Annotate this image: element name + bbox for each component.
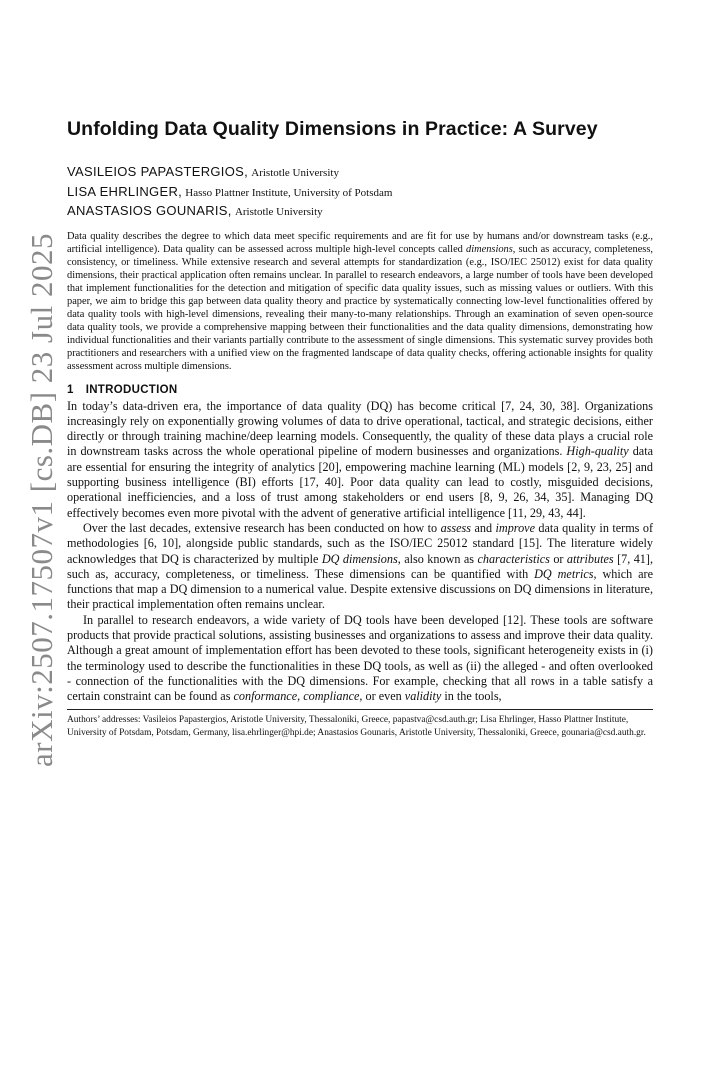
abstract-text: , such as accuracy, completeness, consistency, or timeliness. While extensive research and several attempts for standardization (e.g., ISO/IEC 25012) exist for data quality dimensions, their practical application often remains unclear. In parallel to research endeavors, a large number of tools have been developed that implement functionalities for the detection and mitigation of specific data quality issues, such as missing values or outliers. With this paper, we aim to bridge this gap between data quality theory and practice by systematically connecting low-level functionalities offered by data quality tools with high-level dimensions, revealing their many-to-many relationships. Through an examination of seven open-source data quality tools, we provide a comprehensive mapping between their functionalities and the data quality dimensions, demonstrating how individual functionalities and their variants partially contribute to the assessment of single dimensions. This systematic survey provides both practitioners and researchers with a unified view on the fragmented landscape of data quality checks, offering actionable insights for quality assessment across multiple dimensions. — [67, 243, 653, 373]
author-entry — [67, 163, 653, 183]
body-text: or — [549, 551, 567, 566]
abstract-text-italic: dimensions — [466, 243, 513, 255]
body-text-italic: DQ dimensions — [321, 551, 398, 566]
body-text-italic: improve — [495, 520, 535, 535]
abstract — [67, 230, 653, 374]
body-text: In parallel to research endeavors, a wide variety of DQ tools have been developed [12]. These tools are software products that provide practical solutions, assisting businesses and organizations to assess and improve their data quality. Although a great amount of implementation effort has been devoted to these tools, significant heterogeneity exists in (i) the terminology used to describe the functionalities in these DQ tools, as well as (ii) the alleged - and often overlooked - connection of the functionalities with the DQ dimensions. For example, checking that all rows in a table satisfy a certain constraint can be found as — [67, 612, 653, 704]
body-text: [7, 41], such as, accuracy, completeness, or timeliness. These dimensions can be quantified with — [67, 551, 653, 581]
body-text-italic: conformance — [233, 689, 298, 704]
body-text-italic: compliance — [303, 689, 360, 704]
body-paragraph — [67, 399, 653, 521]
body-text-italic: attributes — [566, 551, 614, 566]
author-entry — [67, 183, 653, 203]
author-name: ANASTASIOS GOUNARIS, — [67, 203, 232, 218]
author-affiliation: Hasso Plattner Institute, University of Potsdam — [185, 186, 393, 199]
body-text: data quality in terms of methodologies [6, 10], alongside public standards, such as the ISO/IEC 25012 standard [15]. The literature widely acknowledges that DQ is characterized by multiple — [67, 520, 654, 566]
body-text-italic: High-quality — [566, 444, 629, 459]
author-affiliation: Aristotle University — [234, 206, 323, 218]
body-paragraph — [67, 613, 653, 705]
body-text: and — [471, 520, 496, 535]
section-title: INTRODUCTION — [85, 383, 178, 396]
body-text: data are essential for ensuring the integrity of analytics [20], empowering machine learning (ML) models [2, 9, 23, 25] and supporting business intelligence (BI) efforts [17, 40]. Poor data quality can lead to costly, misguided decisions, operational inefficiencies, and a loss of trust among stakeholders or end users [8, 9, 26, 34, 35]. Managing DQ effectively becomes even more pivotal with the advent of generative artificial intelligence [11, 29, 43, 44]. — [67, 444, 653, 520]
body-text-italic: DQ metrics — [534, 566, 594, 581]
authors-addresses-footnote: Authors’ addresses: Vasileios Papastergios, Aristotle University, Thessaloniki, Greece, papastva@csd.auth.gr; Lisa Ehrlinger, Hasso Plattner Institute, University of Potsdam, Potsdam, Germany, lisa.ehrlinger@hpi.de; Anastasios Gounaris, Aristotle University, Thessaloniki, Greece, gounaria@csd.auth.gr. — [67, 715, 646, 738]
body-text-italic: characteristics — [477, 551, 550, 566]
paper-title: Unfolding Data Quality Dimensions in Practice: A Survey — [67, 118, 598, 140]
body-text: , also known as — [397, 551, 478, 566]
arxiv-identifier-stamp — [14, 233, 70, 767]
footnote-divider — [67, 709, 653, 710]
body-text: In today’s data-driven era, the importance of data quality (DQ) has become critical [7, 24, 30, 38]. Organizations increasingly rely on exponentially growing volumes of data to drive operational, tactical, and strategic decisions, either directly or through training machine/deep learning models. Consequently, the quality of these data plays a crucial role in downstream tasks across the whole operational pipeline of modern businesses and organizations. — [67, 398, 653, 459]
section-number: 1 — [67, 383, 74, 396]
abstract-text: Data quality describes the degree to which data meet specific requirements and are fit for use by humans and/or downstream tasks (e.g., artificial intelligence). Data quality can be assessed across multiple high-level concepts called — [67, 230, 653, 255]
body-text: Over the last decades, extensive research has been conducted on how to — [83, 520, 441, 535]
author-name: VASILEIOS PAPASTERGIOS, — [67, 164, 249, 179]
body-text: , or even — [359, 689, 405, 704]
author-name: LISA EHRLINGER, — [67, 183, 183, 199]
author-entry — [67, 202, 653, 222]
author-list — [67, 163, 653, 222]
body-text-italic: validity — [404, 689, 442, 704]
paper-first-page — [67, 118, 653, 739]
body-text: , — [297, 689, 304, 704]
body-text: in the tools, — [441, 689, 502, 704]
author-affiliation: Aristotle University — [251, 167, 339, 179]
introduction-body — [67, 399, 653, 705]
body-text: , which are functions that map a DQ dimension to a numerical value. Despite extensive discussions on DQ dimensions in literature, their practical implementation often remains unclear. — [67, 566, 654, 612]
arxiv-identifier-text: arXiv:2507.17507v1 [cs.DB] 23 Jul 2025 — [24, 233, 59, 767]
section-heading — [67, 384, 653, 396]
body-text-italic: assess — [440, 520, 472, 535]
body-paragraph — [67, 521, 653, 613]
